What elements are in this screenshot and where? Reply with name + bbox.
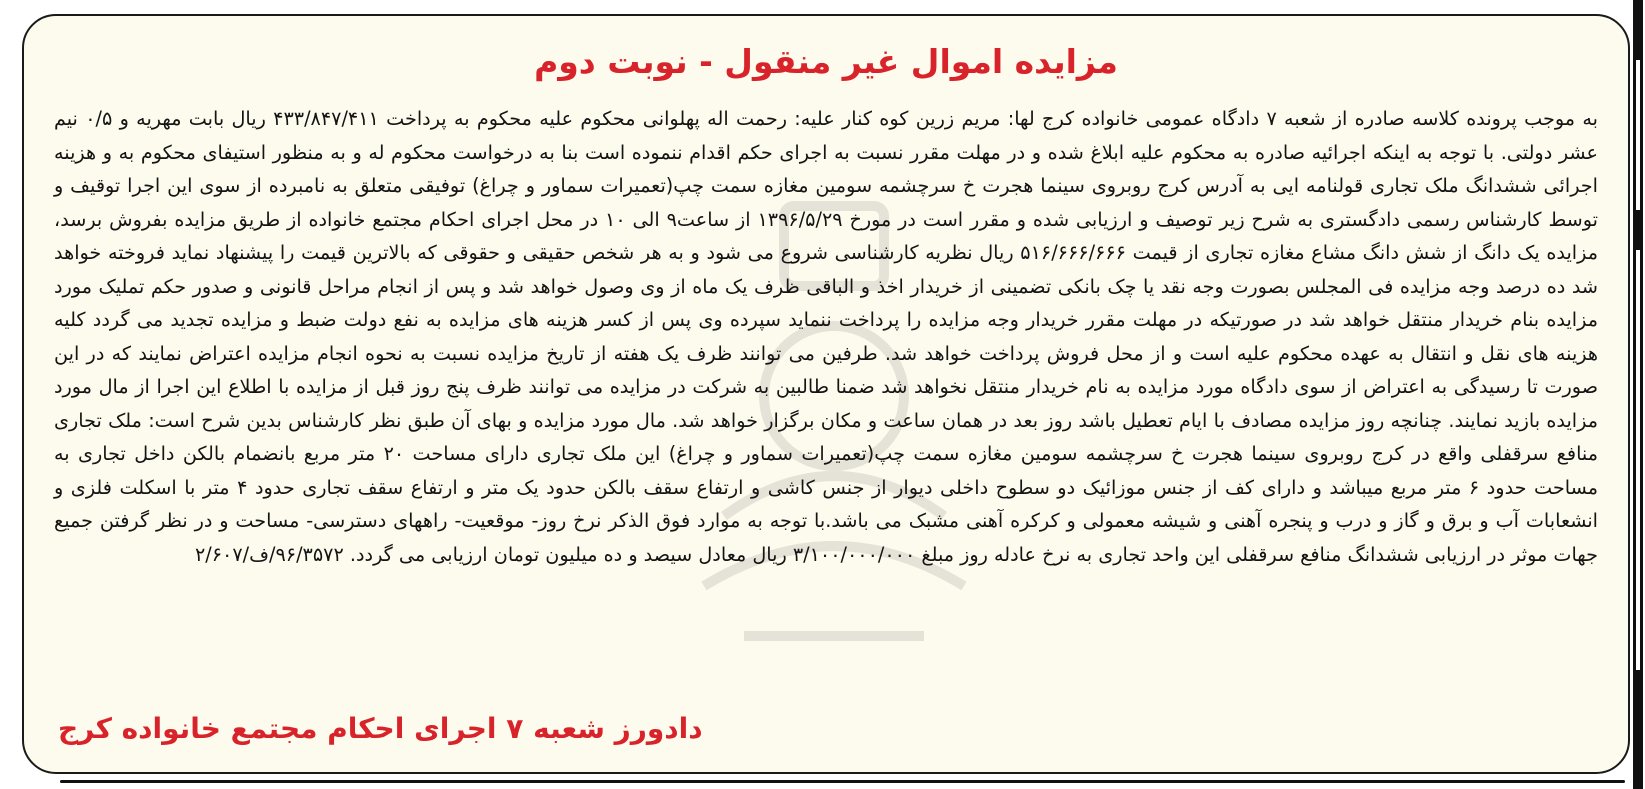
edge-gap (1636, 60, 1640, 210)
edge-gap (1636, 250, 1640, 670)
notice-title: مزایده اموال غیر منقول - نوبت دوم (534, 42, 1118, 81)
bottom-rule (60, 780, 1625, 783)
page-edge-strip (1633, 0, 1643, 789)
notice-box (22, 14, 1630, 774)
notice-body: به موجب پرونده کلاسه صادره از شعبه ۷ دادگاه عمومی خانواده کرج لها: مریم زرین کوه کنار علیه: رحمت اله پهلوانی محکوم علیه محکوم به پرداخت ۴۳۳/۸۴۷/۴۱۱ ریال بابت مهریه و ۰/۵ نیم عشر دولتی. با توجه به اینکه اجرائیه صادره به محکوم علیه ابلاغ شده و در مهلت مقرر نسبت به اجرای حکم اقدام ننموده است بنا به درخواست محکوم له و به منظور استیفای محکوم به و هزینه اجرائی ششدانگ ملک تجاری قولنامه ایی به آدرس کرج روبروی سینما هجرت خ سرچشمه سومین مغازه سمت چپ(تعمیرات سماور و چراغ) توفیقی متعلق به نامبرده از سوی این اجرا توقیف و توسط کارشناس رسمی دادگستری به شرح زیر توصیف و ارزیابی شده و مقرر است در مورخ ۱۳۹۶/۵/۲۹ از ساعت۹ الی ۱۰ در محل اجرای احکام مجتمع خانواده از طریق مزایده بفروش برسد، مزایده یک دانگ از شش دانگ مشاع مغازه تجاری از قیمت ۵۱۶/۶۶۶/۶۶۶ ریال نظریه کارشناسی شروع می شود و به هر شخص حقیقی و حقوقی که بالاترین قیمت را پیشنهاد نماید فروخته خواهد شد ده درصد وجه مزایده فی المجلس بصورت وجه نقد یا چک بانکی تضمینی از خریدار اخذ و الباقی ظرف یک ماه از وی وصول خواهد شد و پس از انجام مراحل قانونی و صدور حکم تملیک مورد مزایده بنام خریدار منتقل خواهد شد در صورتیکه در مهلت مقرر خریدار وجه مزایده را پرداخت ننماید سپرده وی پس از کسر هزینه های مزایده به نفع دولت ضبط و مزایده تجدید می گردد کلیه هزینه های نقل و انتقال به عهده محکوم علیه است و از محل فروش پرداخت خواهد شد. طرفین می توانند ظرف یک هفته از تاریخ مزایده نسبت به نحوه انجام مزایده اعتراض نمایند که در این صورت تا رسیدگی به اعتراض از سوی دادگاه مورد مزایده به نام خریدار منتقل نخواهد شد ضمنا طالبین به شرکت در مزایده می توانند ظرف پنج روز قبل از مزایده با اطلاع این اجرا از مال مورد مزایده بازید نمایند. چنانچه روز مزایده مصادف با ایام تعطیل باشد روز بعد در همان ساعت و مکان برگزار خواهد شد. مال مورد مزایده و بهای آن طبق نظر کارشناس بدین شرح است: ملک تجاری منافع سرقفلی واقع در کرج روبروی سینما هجرت خ سرچشمه سومین مغازه سمت چپ(تعمیرات سماور و چراغ) این ملک تجاری دارای مساحت ۲۰ متر مربع بانضمام بالکن داخل تجاری به مساحت حدود ۶ متر مربع میباشد و دارای کف از جنس موزائیک دو سطوح داخلی دیوار از جنس کاشی و ارتفاع سقف بالکن حدود یک متر و ارتفاع سقف تجاری حدود ۴ متر با اسکلت فلزی و انشعابات آب و برق و گاز و درب و پنجره آهنی و شیشه معمولی و کرکره آهنی مشبک می باشد.با توجه به موارد فوق الذکر نرخ روز- موقعیت- راههای دسترسی- مساحت و در نظر گرفتن جمیع جهات موثر در ارزیابی ششدانگ منافع سرقفلی این واحد تجاری به نرخ عادله روز مبلغ ۳/۱۰۰/۰۰۰/۰۰۰ ریال معادل سیصد و ده میلیون تومان ارزیابی می گردد. ۹۶/۳۵۷۲/ف/۲/۶۰۷ (54, 107, 1598, 566)
notice-signature: دادورز شعبه ۷ اجرای احکام مجتمع خانواده کرج (58, 712, 703, 745)
